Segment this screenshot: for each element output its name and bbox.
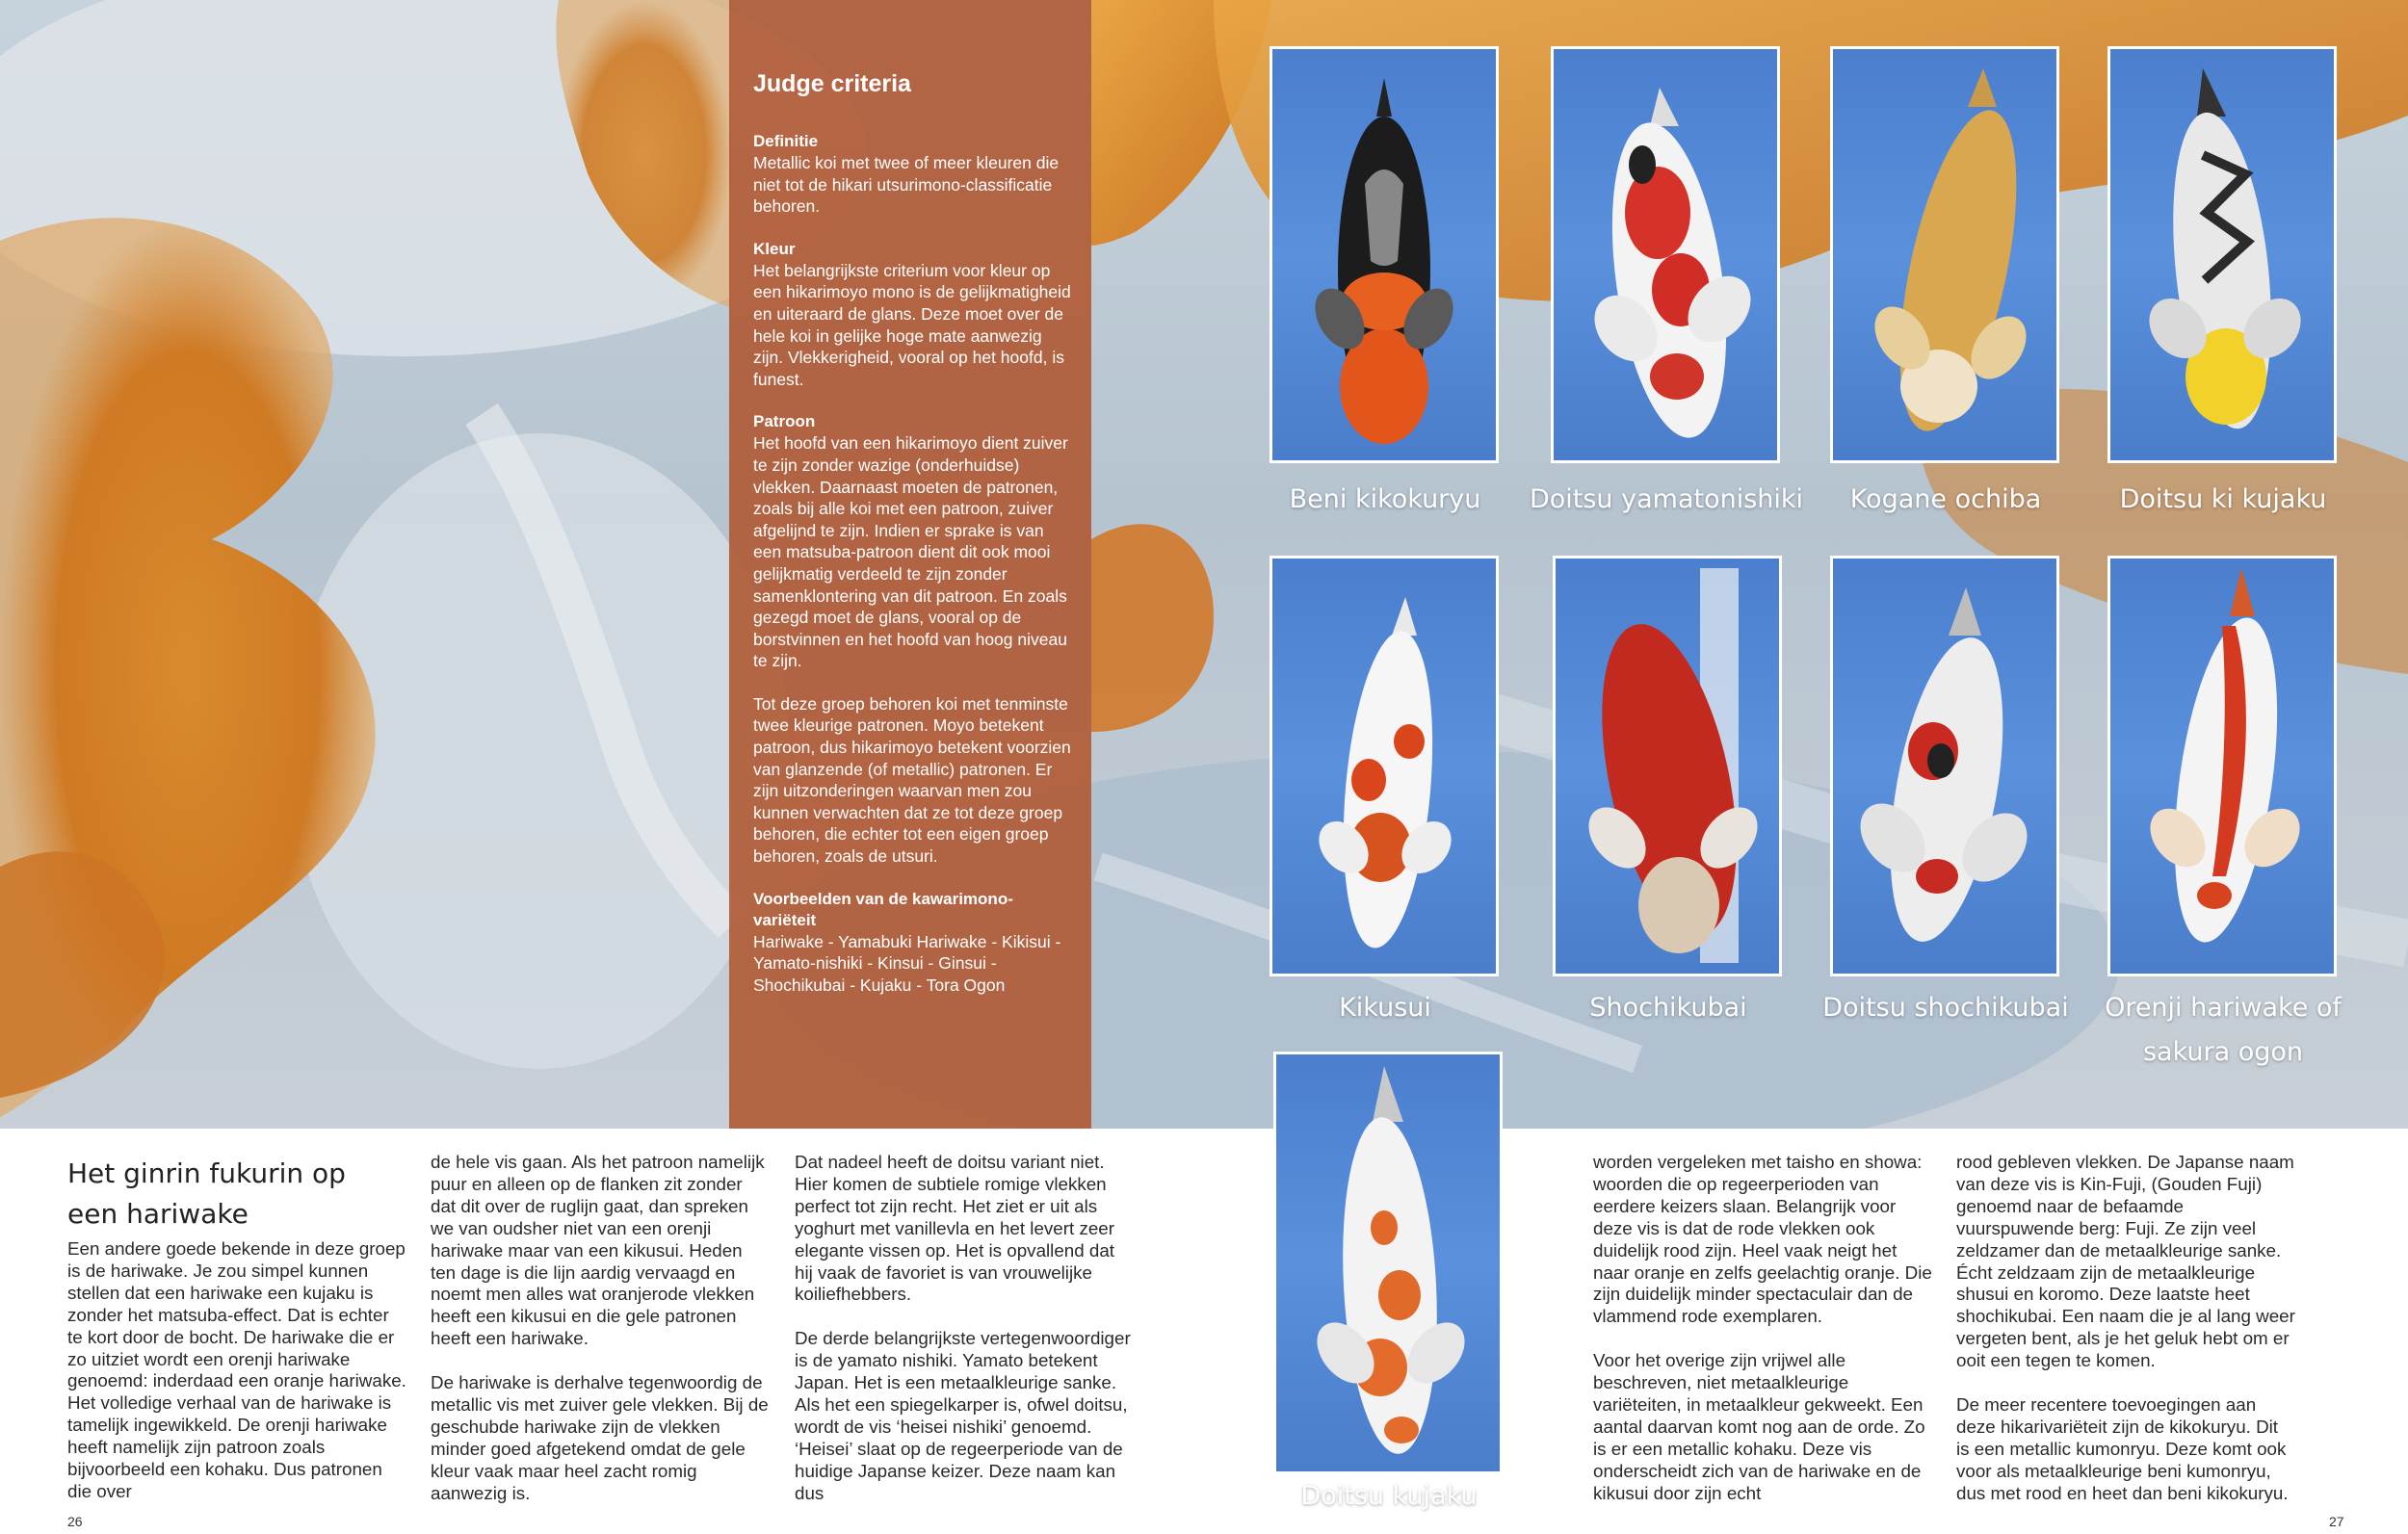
criteria-heading-kleur: Kleur [753, 239, 796, 258]
judge-criteria-panel [729, 0, 1091, 1129]
article-paragraph: worden vergeleken met taisho en showa: woorden die op regeerperioden van eerdere keizers slaan. Belangrijk voor deze vis is dat de rode vlekken ook duidelijk rood zijn. Heel vaak neigt het naar oranje en zelfs geelachtig oranje. Die zijn duidelijk minder spectaculair dan de vlammend rode exemplaren. [1593, 1152, 1932, 1327]
criteria-text-kleur: Het belangrijkste criterium voor kleur op een hikarimoyo mono is de gelijkmatigheid en uiteraard de glans. Deze moet over de hele koi in gelijke hoge mate aanwezig zijn. Vlekkerigheid, vooral op het hoofd, is funest. [753, 260, 1071, 389]
caption-doitsu-yamatonishiki: Doitsu yamatonishiki [1529, 484, 1804, 514]
criteria-heading-patroon: Patroon [753, 412, 816, 431]
fish-photo-beni-kikokuryu [1269, 46, 1499, 463]
koi-illustration [1556, 559, 1779, 974]
fish-photo-doitsu-kujaku [1273, 1052, 1503, 1474]
judge-criteria-title: Judge criteria [753, 70, 911, 97]
caption-doitsu-ki-kujaku: Doitsu ki kujaku [2119, 484, 2327, 514]
caption-doitsu-kujaku: Doitsu kujaku [1300, 1481, 1478, 1511]
caption-kikusui: Kikusui [1339, 993, 1431, 1023]
criteria-text-groep: Tot deze groep behoren koi met tenminste twee kleurige patronen. Moyo betekent patroon, dus hikarimoyo betekent voorzien van glanzende (of metallic) patronen. Er zijn uitzonderingen waarvan men zou kunnen verwachten dat ze tot deze groep behoren, die echter tot een eigen groep behoren, zoals de utsuri. [753, 693, 1071, 867]
article-paragraph: De hariwake is derhalve tegenwoordig de metallic vis met zuiver gele vlekken. Bij de geschubde hariwake zijn de vlekken minder goed afgetekend omdat de gele kleur vaak maar heel zacht romig aanwezig is. [431, 1372, 769, 1503]
judge-criteria-content [753, 69, 1076, 1017]
article-paragraph: De meer recentere toevoegingen aan deze hikarivariëteit zijn de kikokuryu. Dit is een metallic kumonryu. Deze komt ook voor als metaalkleurige beni kumonryu, dus met rood en heet dan beni kikokuryu. [1956, 1393, 2289, 1503]
fish-photo-shochikubai [1553, 556, 1782, 976]
fish-photo-orenji-hariwake [2107, 556, 2337, 976]
article-paragraph: de hele vis gaan. Als het patroon namelijk puur en alleen op de flanken zit zonder dat dit over de ruglijn gaat, dan spreken we van oudsher niet van een orenji hariwake maar van een kikusui. Heden ten dage is die lijn aardig vervaagd en noemt men alles wat oranjerode vlekken heeft een kikusui en die gele patronen heeft een hariwake. [431, 1152, 765, 1349]
koi-illustration [1272, 559, 1496, 974]
article-paragraph: rood gebleven vlekken. De Japanse naam van deze vis is Kin-Fuji, (Gouden Fuji) genoemd naar de befaamde vuurspuwende berg: Fuji. Ze zijn veel zeldzamer dan de metaalkleurige sanke. Écht zeldzaam zijn de metaalkleurige shusui en koromo. Deze laatste heet shochikubai. Een naam die je al lang weer vergeten bent, als je het geluk hebt om er ooit een tegen te komen. [1956, 1152, 2295, 1371]
article-column-2 [431, 1152, 770, 1526]
article-paragraph: De derde belangrijkste vertegenwoordiger is de yamato nishiki. Yamato betekent Japan. Het is een metaalkleurige sanke. Als het een spiegelkarper is, ofwel doitsu, wordt de vis ‘heisei nishiki’ genoemd. ‘Heisei’ slaat op de regeerperiode van de huidige Japanse keizer. Deze naam kan dus [795, 1328, 1131, 1503]
caption-orenji-hariwake-line1: Orenji hariwake of [2105, 993, 2342, 1023]
article-heading-line1: Het ginrin fukurin op [67, 1157, 346, 1189]
koi-illustration [1554, 49, 1777, 460]
criteria-heading-definitie: Definitie [753, 132, 819, 150]
koi-illustration [1833, 49, 2056, 460]
criteria-text-definitie: Metallic koi met twee of meer kleuren die niet tot de hikari utsurimono-classificatie behoren. [753, 153, 1060, 217]
criteria-text-patroon: Het hoofd van een hikarimoyo dient zuiver te zijn zonder wazige (onderhuidse) vlekken. Daarnaast moeten de patronen, zoals bij alle koi met een patroon, zuiver afgelijnd te zijn. Indien er sprake is van een matsuba-patroon dient dit ook mooi gelijkmatig verdeeld te zijn zonder samenklontering van dit patroon. En zoals gezegd moet de glans, vooral op de borstvinnen en het hoofd van hoog niveau te zijn. [753, 433, 1068, 671]
caption-kogane-ochiba: Kogane ochiba [1849, 484, 2042, 514]
koi-illustration [2110, 49, 2334, 460]
caption-beni-kikokuryu: Beni kikokuryu [1289, 484, 1481, 514]
fish-photo-kikusui [1269, 556, 1499, 976]
article-heading [67, 1154, 406, 1235]
article-paragraph: Een andere goede bekende in deze groep is de hariwake. Je zou simpel kunnen stellen dat een hariwake een kujaku is zonder het matsuba-effect. Dat is echter te kort door de bocht. De hariwake die er zo uitziet wordt een orenji hariwake genoemd: inderdaad een oranje hariwake. Het volledige verhaal van de hariwake is tamelijk ingewikkeld. De orenji hariwake heeft namelijk zijn patroon zoals bijvoorbeeld een kohaku. Dus patronen die over [67, 1238, 406, 1501]
article-column-1 [67, 1154, 406, 1525]
article-paragraph: Dat nadeel heeft de doitsu variant niet. Hier komen de subtiele romige vlekken perfect tot zijn recht. Het ziet er uit als yoghurt met vanillevla en het levert zeer elegante vissen op. Het is opvallend dat hij vaak de favoriet is van vrouwelijke koiliefhebbers. [795, 1152, 1115, 1305]
article-column-4 [1593, 1152, 1932, 1526]
article-column-3 [795, 1152, 1134, 1526]
fish-photo-doitsu-yamatonishiki [1551, 46, 1780, 463]
fish-photo-kogane-ochiba [1830, 46, 2059, 463]
koi-illustration [1833, 559, 2056, 974]
page-number-right: 27 [2329, 1514, 2344, 1529]
caption-orenji-hariwake-line2: sakura ogon [2142, 1037, 2304, 1067]
article-column-5 [1956, 1152, 2295, 1526]
koi-illustration [1276, 1054, 1500, 1471]
criteria-heading-voorbeelden: Voorbeelden van de kawarimono-variëteit [753, 889, 1013, 929]
article-heading-line2: een hariwake [67, 1198, 249, 1230]
fish-photo-doitsu-shochikubai [1830, 556, 2059, 976]
caption-shochikubai: Shochikubai [1589, 993, 1747, 1023]
koi-illustration [2110, 559, 2334, 974]
fish-photo-doitsu-ki-kujaku [2107, 46, 2337, 463]
koi-illustration [1272, 49, 1496, 460]
page-number-left: 26 [67, 1514, 83, 1529]
article-paragraph: Voor het overige zijn vrijwel alle beschreven, niet metaalkleurige variëteiten, in metaalkleur gekweekt. Een aantal daarvan komt nog aan de orde. Zo is er een metallic kohaku. Deze vis onderscheidt zich van de hariwake en de kikusui door zijn echt [1593, 1350, 1925, 1503]
criteria-text-voorbeelden: Hariwake - Yamabuki Hariwake - Kikisui - Yamato-nishiki - Kinsui - Ginsui - Shochikubai - Kujaku - Tora Ogon [753, 931, 1061, 995]
caption-doitsu-shochikubai: Doitsu shochikubai [1822, 993, 2069, 1023]
